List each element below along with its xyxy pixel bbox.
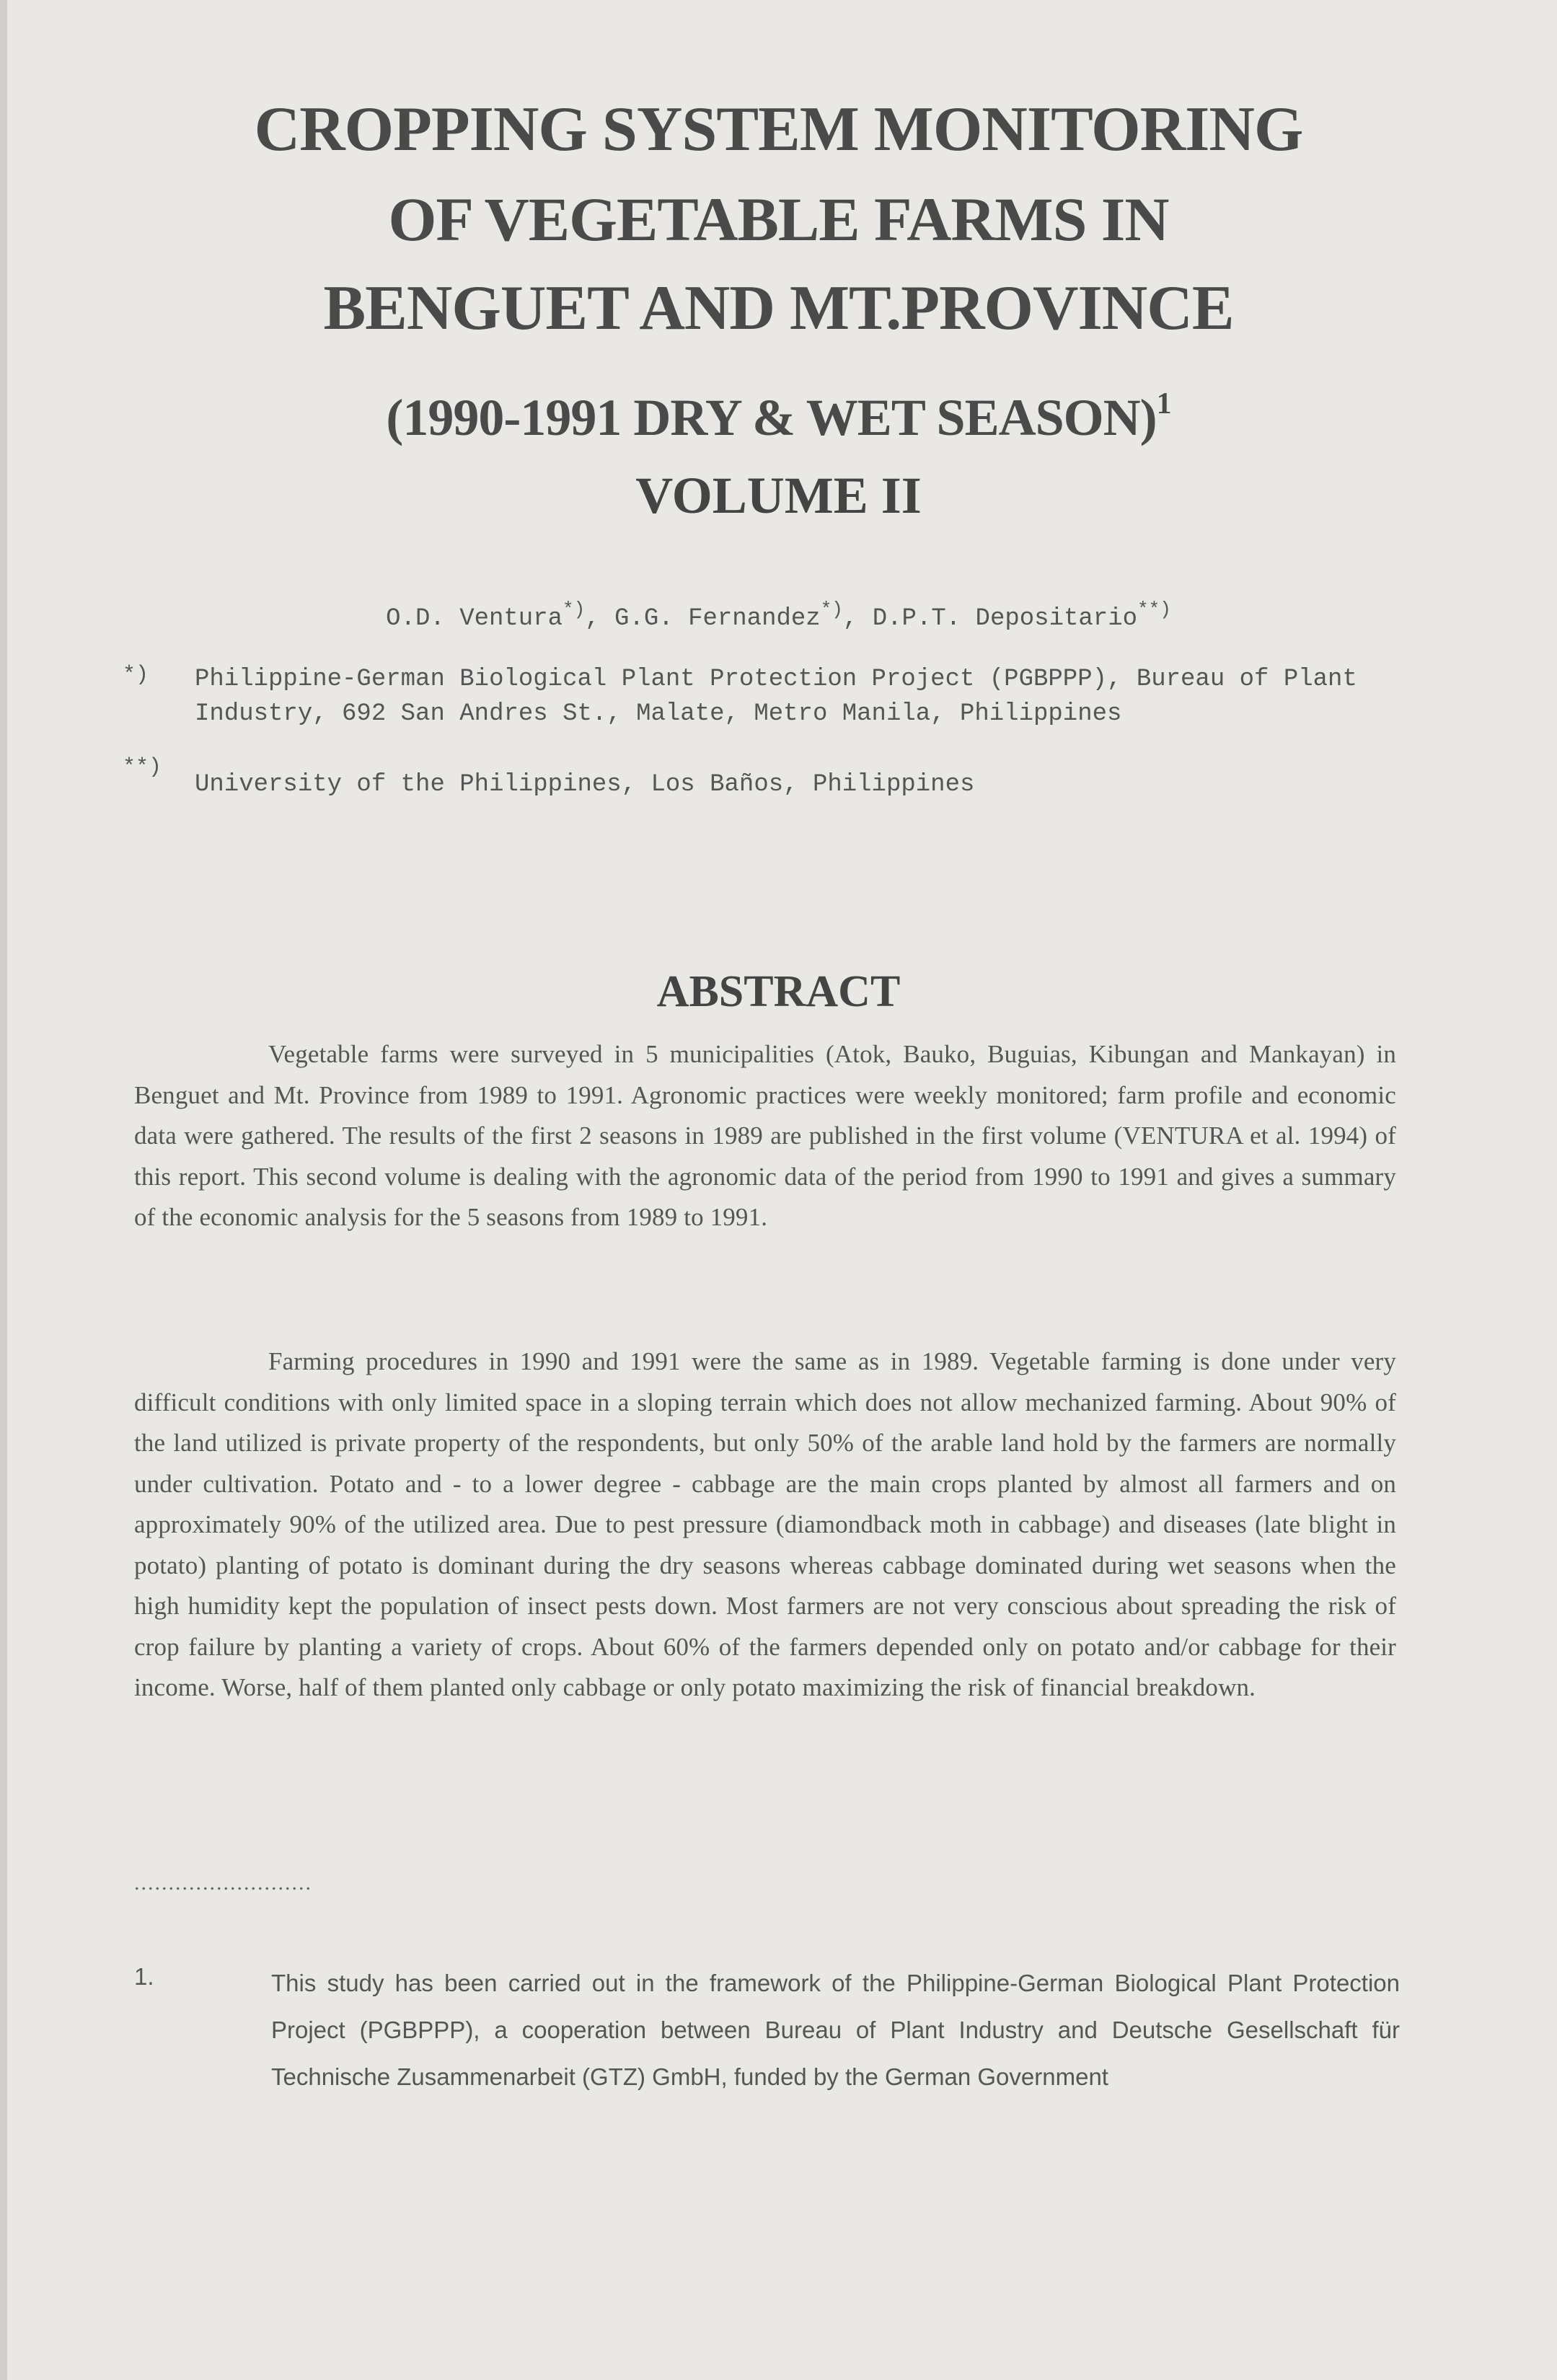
affiliation-mark: *) <box>123 663 149 687</box>
title-line-1: CROPPING SYSTEM MONITORING <box>254 94 1303 164</box>
abstract-heading: ABSTRACT <box>656 967 901 1016</box>
author-separator: , <box>585 605 615 633</box>
author-name: D.P.T. Depositario <box>872 605 1137 633</box>
title-line-4 <box>0 359 1557 462</box>
title-line-2: OF VEGETABLE FARMS IN <box>388 185 1169 254</box>
affiliation-mark: **) <box>123 755 162 780</box>
author-affiliation-mark: **) <box>1137 599 1171 620</box>
footnote-separator: .......................... <box>134 1871 312 1895</box>
affiliation-text: University of the Philippines, Los Baños, Philippines <box>195 771 975 798</box>
document-title <box>0 85 1557 462</box>
footnote-text: This study has been carried out in the framework of the Philippine-German Biological Plant Protection Project (PGBPPP), a cooperation between Bureau of Plant Industry and Deutsche Gesellschaft für Technische Zusammenarbeit (GTZ) GmbH, funded by the German Government <box>271 1970 1400 2090</box>
affiliation-text: Philippine-German Biological Plant Protection Project (PGBPPP), Bureau of Plant Industry, 692 San Andres St., Malate, Metro Manila, Philippines <box>195 666 1357 728</box>
author-name: G.G. Fernandez <box>614 605 821 633</box>
abstract-paragraph: Vegetable farms were surveyed in 5 municipalities (Atok, Bauko, Buguias, Kibungan and Mankayan) in Benguet and Mt. Province from 1989 to 1991. Agronomic practices were weekly monitored; farm profile and economic data were gathered. The results of the first 2 seasons in 1989 are published in the first volume (VENTURA et al. 1994) of this report. This second volume is dealing with the agronomic data of the period from 1990 to 1991 and gives a summary of the economic analysis for the 5 seasons from 1989 to 1991. <box>134 1040 1396 1231</box>
author-affiliation-mark: *) <box>820 599 843 620</box>
title-season: (1990-1991 DRY & WET SEASON) <box>386 389 1157 446</box>
title-footnote-mark: 1 <box>1156 387 1171 420</box>
author-list <box>0 599 1557 633</box>
footnote-number: 1. <box>134 1963 154 1990</box>
author-separator: , <box>842 605 873 633</box>
title-line-3: BENGUET AND MT.PROVINCE <box>323 273 1234 343</box>
volume-label: VOLUME II <box>635 467 922 524</box>
abstract-paragraph: Farming procedures in 1990 and 1991 were the same as in 1989. Vegetable farming is done under very difficult conditions with only limited space in a sloping terrain which does not allow mechanized farming. About 90% of the land utilized is private property of the respondents, but only 50% of the arable land hold by the farmers are normally under cultivation. Potato and - to a lower degree - cabbage are the main crops planted by almost all farmers and on approximately 90% of the utilized area. Due to pest pressure (diamondback moth in cabbage) and diseases (late blight in potato) planting of potato is dominant during the dry seasons whereas cabbage dominated during wet seasons when the high humidity kept the population of insect pests down. Most farmers are not very conscious about spreading the risk of crop failure by planting a variety of crops. About 60% of the farmers depended only on potato and/or cabbage for their income. Worse, half of them planted only cabbage or only potato maximizing the risk of financial breakdown. <box>134 1347 1396 1701</box>
author-name: O.D. Ventura <box>386 605 563 633</box>
author-affiliation-mark: *) <box>563 599 586 620</box>
